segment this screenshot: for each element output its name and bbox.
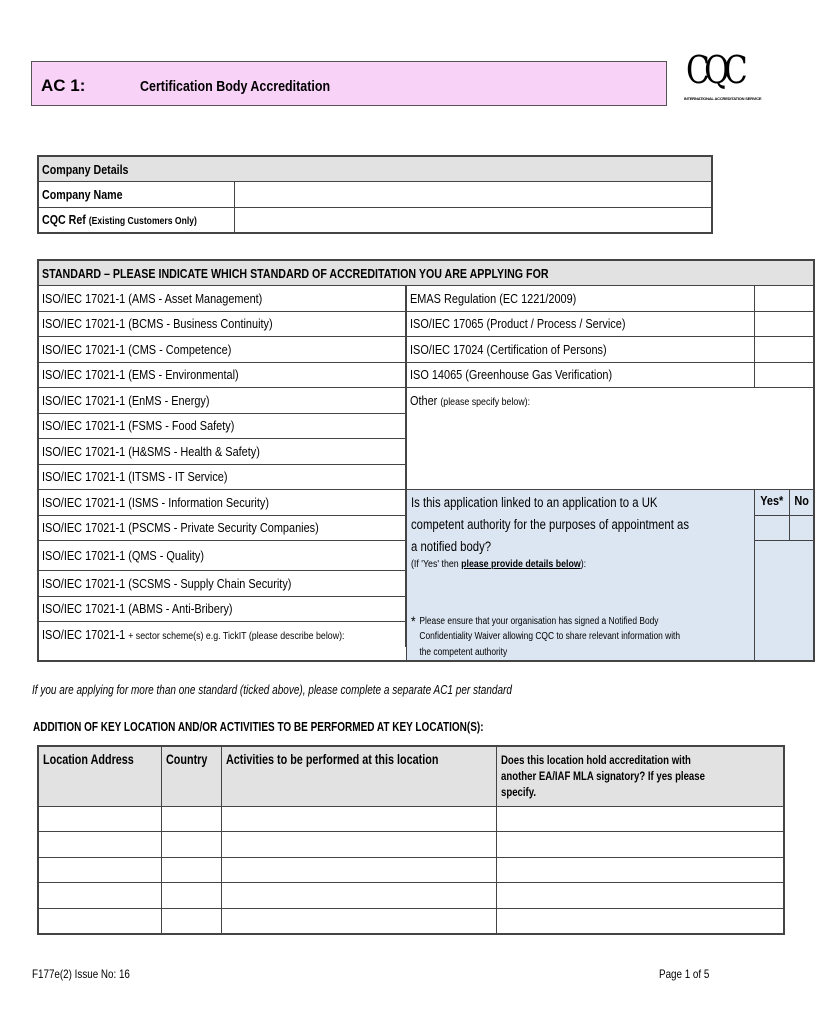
key-locations-table <box>37 745 785 935</box>
cqc-ref-label: CQC Ref (Existing Customers Only) <box>38 207 234 233</box>
standard-ems: ISO/IEC 17021-1 (EMS - Environmental) <box>38 362 406 388</box>
logo-subtitle: INTERNATIONAL ACCREDITATION SERVICE <box>684 96 762 101</box>
accreditation-cell[interactable] <box>496 832 784 858</box>
form-code: AC 1: <box>41 76 86 95</box>
checkbox-pscms[interactable] <box>406 515 407 541</box>
sector-scheme-area[interactable] <box>38 647 407 661</box>
accreditation-cell[interactable] <box>496 857 784 883</box>
other-specify-area[interactable] <box>755 413 814 490</box>
form-reference: F177e(2) Issue No: 16 <box>32 967 130 981</box>
checkbox-emas[interactable] <box>755 286 814 312</box>
checkbox-fsms[interactable] <box>406 413 407 439</box>
location-address-cell[interactable] <box>38 857 161 883</box>
company-details-table <box>37 155 713 234</box>
checkbox-qms[interactable] <box>406 541 407 571</box>
company-details-heading: Company Details <box>38 156 712 182</box>
page-number: Page 1 of 5 <box>659 967 710 981</box>
table-row <box>38 806 784 832</box>
col-country: Country <box>161 746 222 806</box>
standard-17065: ISO/IEC 17065 (Product / Process / Service) <box>407 311 755 337</box>
checkbox-abms[interactable] <box>406 596 407 622</box>
standard-scsms: ISO/IEC 17021-1 (SCSMS - Supply Chain Security) <box>38 571 406 597</box>
col-location-address: Location Address <box>38 746 161 806</box>
location-address-cell[interactable] <box>38 832 161 858</box>
standard-abms: ISO/IEC 17021-1 (ABMS - Anti-Bribery) <box>38 596 406 622</box>
standard-qms: ISO/IEC 17021-1 (QMS - Quality) <box>38 541 406 571</box>
standard-bcms: ISO/IEC 17021-1 (BCMS - Business Continuity) <box>38 311 406 337</box>
standard-emas: EMAS Regulation (EC 1221/2009) <box>407 286 755 312</box>
asterisk-note: * Please ensure that your organisation has signed a Notified Body Confidentiality Waiver allowing CQC to share relevant information with the competent authority <box>411 612 681 658</box>
checkbox-17065[interactable] <box>755 311 814 337</box>
activities-cell[interactable] <box>222 832 497 858</box>
table-row <box>38 908 784 934</box>
activities-cell[interactable] <box>222 806 497 832</box>
standard-enms: ISO/IEC 17021-1 (EnMS - Energy) <box>38 388 406 414</box>
location-address-cell[interactable] <box>38 806 161 832</box>
table-row <box>38 883 784 909</box>
checkbox-17024[interactable] <box>755 337 814 363</box>
location-address-cell[interactable] <box>38 883 161 909</box>
standard-sector-scheme: ISO/IEC 17021-1 + sector scheme(s) e.g. TickIT (please describe below): <box>38 622 406 648</box>
country-cell[interactable] <box>161 857 222 883</box>
standard-itsms: ISO/IEC 17021-1 (ITSMS - IT Service) <box>38 464 406 490</box>
checkbox-notified-yes[interactable] <box>755 515 789 541</box>
cqc-logo <box>684 48 762 108</box>
notified-question: Is this application linked to an application to a UK competent authority for the purposes of appointment as a notified body? <box>411 495 690 554</box>
notified-if-yes: (If 'Yes' then please provide details below): <box>411 557 587 570</box>
table-row <box>38 857 784 883</box>
standard-ams: ISO/IEC 17021-1 (AMS - Asset Management) <box>38 286 406 312</box>
no-label: No <box>789 490 814 516</box>
standard-fsms: ISO/IEC 17021-1 (FSMS - Food Safety) <box>38 413 406 439</box>
form-title: Certification Body Accreditation <box>140 79 331 95</box>
company-name-label: Company Name <box>38 182 234 208</box>
checkbox-itsms[interactable] <box>406 464 407 490</box>
checkbox-notified-no[interactable] <box>789 515 814 541</box>
checkbox-scsms[interactable] <box>406 571 407 597</box>
key-location-heading: ADDITION OF KEY LOCATION AND/OR ACTIVITIES TO BE PERFORMED AT KEY LOCATION(S): <box>33 720 484 734</box>
standards-heading: STANDARD – PLEASE INDICATE WHICH STANDARD OF ACCREDITATION YOU ARE APPLYING FOR <box>38 260 814 286</box>
notified-details-area[interactable] <box>755 541 814 662</box>
company-name-field[interactable] <box>234 182 712 208</box>
standard-isms: ISO/IEC 17021-1 (ISMS - Information Security) <box>38 490 406 516</box>
accreditation-cell[interactable] <box>496 806 784 832</box>
cqc-ref-field[interactable] <box>234 207 712 233</box>
country-cell[interactable] <box>161 806 222 832</box>
yes-label: Yes* <box>755 490 789 516</box>
logo-mark: CQC <box>686 48 743 92</box>
checkbox-sector-scheme[interactable] <box>406 622 407 648</box>
checkbox-hsms[interactable] <box>406 439 407 465</box>
table-row <box>38 832 784 858</box>
standards-table <box>37 259 815 662</box>
accreditation-cell[interactable] <box>496 908 784 934</box>
col-accreditation: Does this location hold accreditation with another EA/IAF MLA signatory? If yes please specify. <box>496 746 784 806</box>
notified-body-panel <box>407 490 755 662</box>
multi-standard-note: If you are applying for more than one standard (ticked above), please complete a separate AC1 per standard <box>32 683 512 697</box>
country-cell[interactable] <box>161 883 222 909</box>
checkbox-other[interactable] <box>755 388 814 414</box>
country-cell[interactable] <box>161 832 222 858</box>
accreditation-cell[interactable] <box>496 883 784 909</box>
activities-cell[interactable] <box>222 908 497 934</box>
standard-14065: ISO 14065 (Greenhouse Gas Verification) <box>407 362 755 388</box>
standard-cms: ISO/IEC 17021-1 (CMS - Competence) <box>38 337 406 363</box>
activities-cell[interactable] <box>222 857 497 883</box>
form-header <box>31 61 667 106</box>
col-activities: Activities to be performed at this location <box>222 746 497 806</box>
standard-pscms: ISO/IEC 17021-1 (PSCMS - Private Security Companies) <box>38 515 406 541</box>
location-address-cell[interactable] <box>38 908 161 934</box>
standard-other: Other (please specify below): <box>407 388 755 490</box>
activities-cell[interactable] <box>222 883 497 909</box>
checkbox-14065[interactable] <box>755 362 814 388</box>
country-cell[interactable] <box>161 908 222 934</box>
standard-hsms: ISO/IEC 17021-1 (H&SMS - Health & Safety) <box>38 439 406 465</box>
standard-17024: ISO/IEC 17024 (Certification of Persons) <box>407 337 755 363</box>
